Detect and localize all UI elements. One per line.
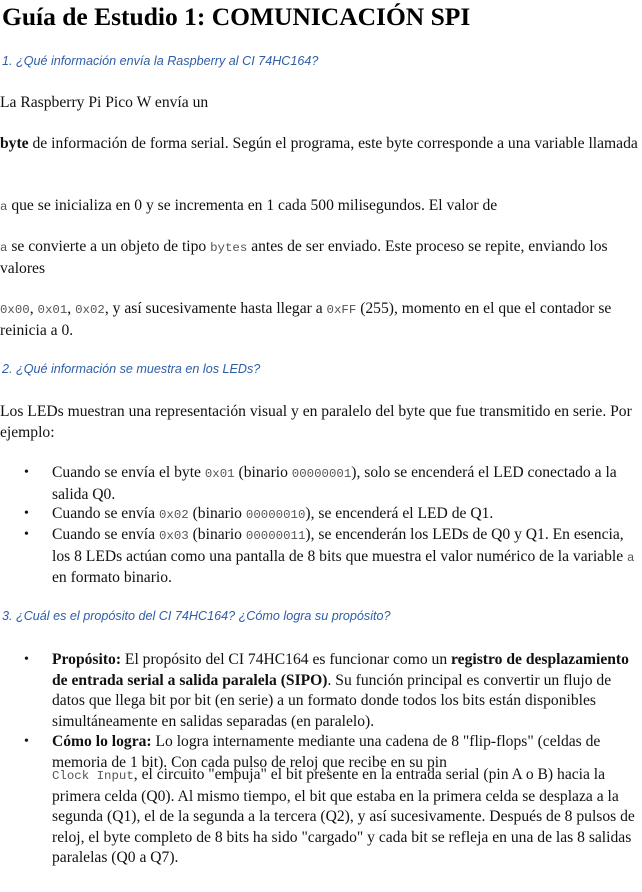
code-0x02: 0x02	[75, 303, 105, 317]
q1-paragraph-4: a se convierte a un objeto de tipo bytes antes de ser enviado. Este proceso se repite, enviando los valores	[0, 238, 608, 277]
list-item: Cuando se envía 0x02 (binario 00000010), se encenderá el LED de Q1.	[52, 505, 494, 522]
list-item: Cuando se envía el byte 0x01 (binario 00000001), solo se encenderá el LED conectado a la salida Q0.	[52, 464, 617, 503]
list-item-how-continued: Clock Input, el circuito "empuja" el bit presente en la entrada serial (pin A o B) hacia la primera celda (Q0). Al mismo tiempo, el bit que estaba en la primera celda se desplaza a la segunda (Q1), el de la segunda a la tercera (Q2), y así sucesivamente. Después de 8 pulsos de reloj, el byte completo de 8 bits ha sido "cargado" y cada bit se refleja en una de las 8 salidas paralelas (Q0 a Q7).	[52, 766, 635, 867]
list-item-how: Cómo lo logra: Lo logra internamente mediante una cadena de 8 "flip-flops" (celdas de memoria de 1 bit). Con cada pulso de reloj que recibe en su pin	[52, 733, 601, 771]
page-title: Guía de Estudio 1: COMUNICACIÓN SPI	[2, 2, 471, 31]
code-clock-input: Clock Input	[52, 769, 134, 783]
q1-paragraph-2: byte de información de forma serial. Según el programa, este byte corresponde a una variable llamada	[0, 135, 638, 152]
question-3-heading: 3. ¿Cuál es el propósito del CI 74HC164? ¿Cómo logra su propósito?	[2, 609, 391, 623]
code-0xff: 0xFF	[326, 303, 357, 317]
bullet-icon: •	[24, 652, 29, 667]
q1-paragraph-1: La Raspberry Pi Pico W envía un	[0, 94, 209, 111]
q2-intro: Los LEDs muestran una representación visual y en paralelo del byte que fue transmitido en serie. Por ejemplo:	[0, 403, 632, 441]
bullet-icon: •	[24, 527, 29, 542]
question-2-heading: 2. ¿Qué información se muestra en los LEDs?	[2, 362, 261, 376]
code-0x00: 0x00	[0, 303, 30, 317]
code-variable-a: a	[0, 200, 8, 214]
list-item: Cuando se envía 0x03 (binario 00000011), se encenderán los LEDs de Q0 y Q1. En esencia, los 8 LEDs actúan como una pantalla de 8 bits que muestra el valor numérico de la variable a en formato binario.	[52, 526, 635, 587]
bullet-icon: •	[24, 506, 29, 521]
code-0x01: 0x01	[37, 303, 68, 317]
code-bytes: bytes	[210, 241, 248, 255]
q1-paragraph-5: 0x00, 0x01, 0x02, y así sucesivamente hasta llegar a 0xFF (255), momento en el que el contador se reinicia a 0.	[0, 300, 612, 339]
bullet-icon: •	[24, 734, 29, 749]
question-1-heading: 1. ¿Qué información envía la Raspberry al CI 74HC164?	[2, 54, 319, 68]
byte-bold-text: byte	[0, 135, 29, 152]
list-item-purpose: Propósito: El propósito del CI 74HC164 es funcionar como un registro de desplazamiento de entrada serial a salida paralela (SIPO). Su función principal es convertir un flujo de datos que llega bit por bit (en serie) a un formato donde todos los bits están disponibles simultáneamente en salidas separadas (en paralelo).	[52, 651, 629, 730]
q1-paragraph-3: a que se inicializa en 0 y se incrementa en 1 cada 500 milisegundos. El valor de	[0, 197, 498, 214]
bullet-icon: •	[24, 465, 29, 480]
code-variable-a: a	[0, 241, 8, 255]
